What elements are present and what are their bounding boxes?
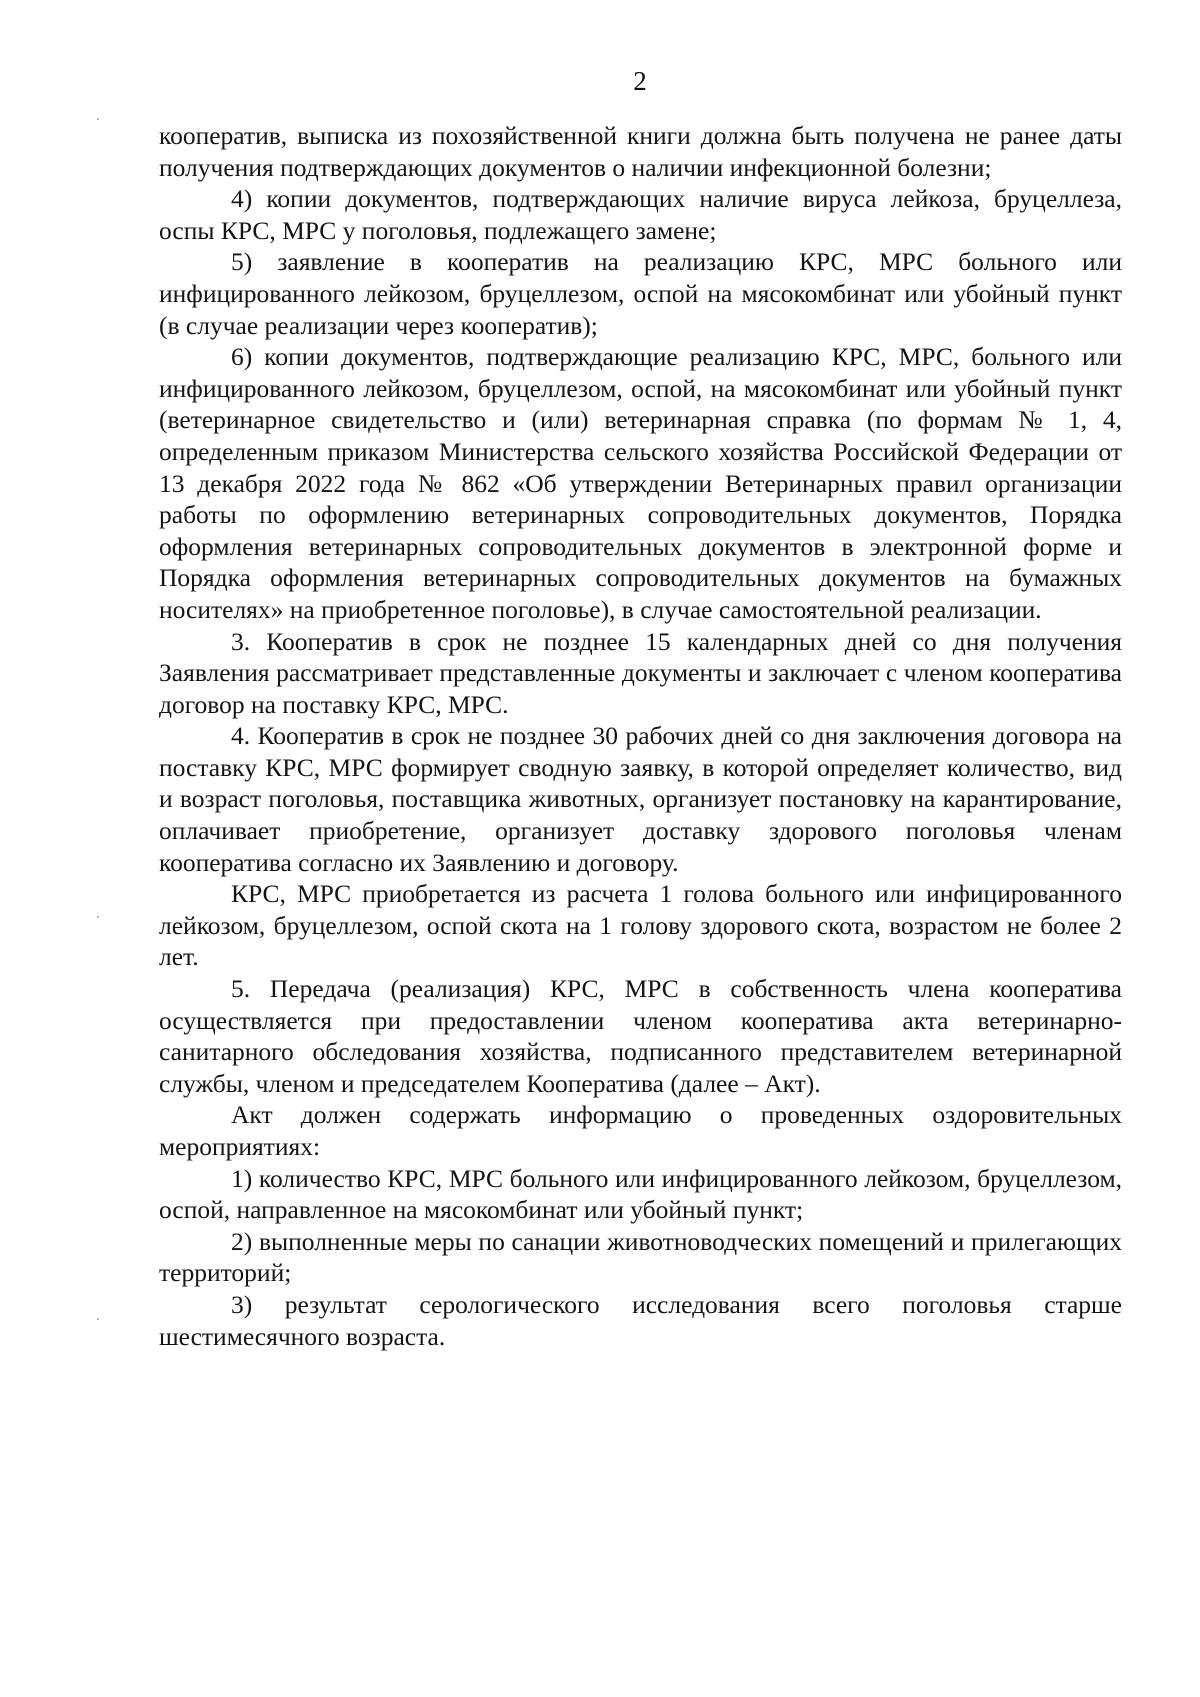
- paragraph-continuation: кооператив, выписка из похозяйственной книги должна быть получена не ранее даты получения подтверждающих документов о наличии инфекционной болезни;: [159, 121, 1122, 182]
- paragraph-act-item-1: 1) количество КРС, МРС больного или инфицированного лейкозом, бруцеллезом, оспой, направленное на мясокомбинат или убойный пункт;: [159, 1163, 1122, 1225]
- paragraph-clause-3: 3. Кооператив в срок не позднее 15 календарных дней со дня получения Заявления рассматривает представленные документы и заключает с членом кооператива договор на поставку КРС, МРС.: [159, 626, 1122, 719]
- page-number: 2: [633, 66, 647, 96]
- document-body: [159, 120, 1122, 1352]
- scan-mark: [97, 118, 99, 120]
- paragraph-act-item-3: 3) результат серологического исследования всего поголовья старше шестимесячного возраста.: [159, 1289, 1122, 1351]
- scan-mark: [97, 916, 99, 918]
- paragraph-item-6: 6) копии документов, подтверждающие реализацию КРС, МРС, больного или инфицированного лейкозом, бруцеллезом, оспой, на мясокомбинат или убойный пункт (ветеринарное свидетельство и (или) ветеринарная справка (по формам № 1, 4, определенным приказом Министерства сельского хозяйства Российской Федерации от 13 декабря 2022 года № 862 «Об утверждении Ветеринарных правил организации работы по оформлению ветеринарных сопроводительных документов, Порядка оформления ветеринарных сопроводительных документов в электронной форме и Порядка оформления ветеринарных сопроводительных документов на бумажных носителях» на приобретенное поголовье), в случае самостоятельной реализации.: [159, 342, 1122, 624]
- scan-mark: [97, 1318, 99, 1320]
- paragraph-clause-4: 4. Кооператив в срок не позднее 30 рабочих дней со дня заключения договора на поставку КРС, МРС формирует сводную заявку, в которой определяет количество, вид и возраст поголовья, поставщика животных, организует постановку на карантирование, оплачивает приобретение, организует доставку здорового поголовья членам кооператива согласно их Заявлению и договору.: [159, 721, 1122, 877]
- paragraph-act-content: Акт должен содержать информацию о проведенных оздоровительных мероприятиях:: [159, 1100, 1122, 1161]
- paragraph-item-4: 4) копии документов, подтверждающих наличие вируса лейкоза, бруцеллеза, оспы КРС, МРС у поголовья, подлежащего замене;: [159, 184, 1122, 245]
- paragraph-clause-5: 5. Передача (реализация) КРС, МРС в собственность члена кооператива осуществляется при предоставлении членом кооператива акта ветеринарно-санитарного обследования хозяйства, подписанного представителем ветеринарной службы, членом и председателем Кооператива (далее – Акт).: [159, 974, 1122, 1098]
- paragraph-act-item-2: 2) выполненные меры по санации животноводческих помещений и прилегающих территорий;: [159, 1226, 1122, 1288]
- paragraph-ratio: КРС, МРС приобретается из расчета 1 голова больного или инфицированного лейкозом, бруцеллезом, оспой скота на 1 голову здорового скота, возрастом не более 2 лет.: [159, 879, 1122, 972]
- paragraph-item-5: 5) заявление в кооператив на реализацию КРС, МРС больного или инфицированного лейкозом, бруцеллезом, оспой на мясокомбинат или убойный пункт (в случае реализации через кооператив);: [159, 247, 1122, 340]
